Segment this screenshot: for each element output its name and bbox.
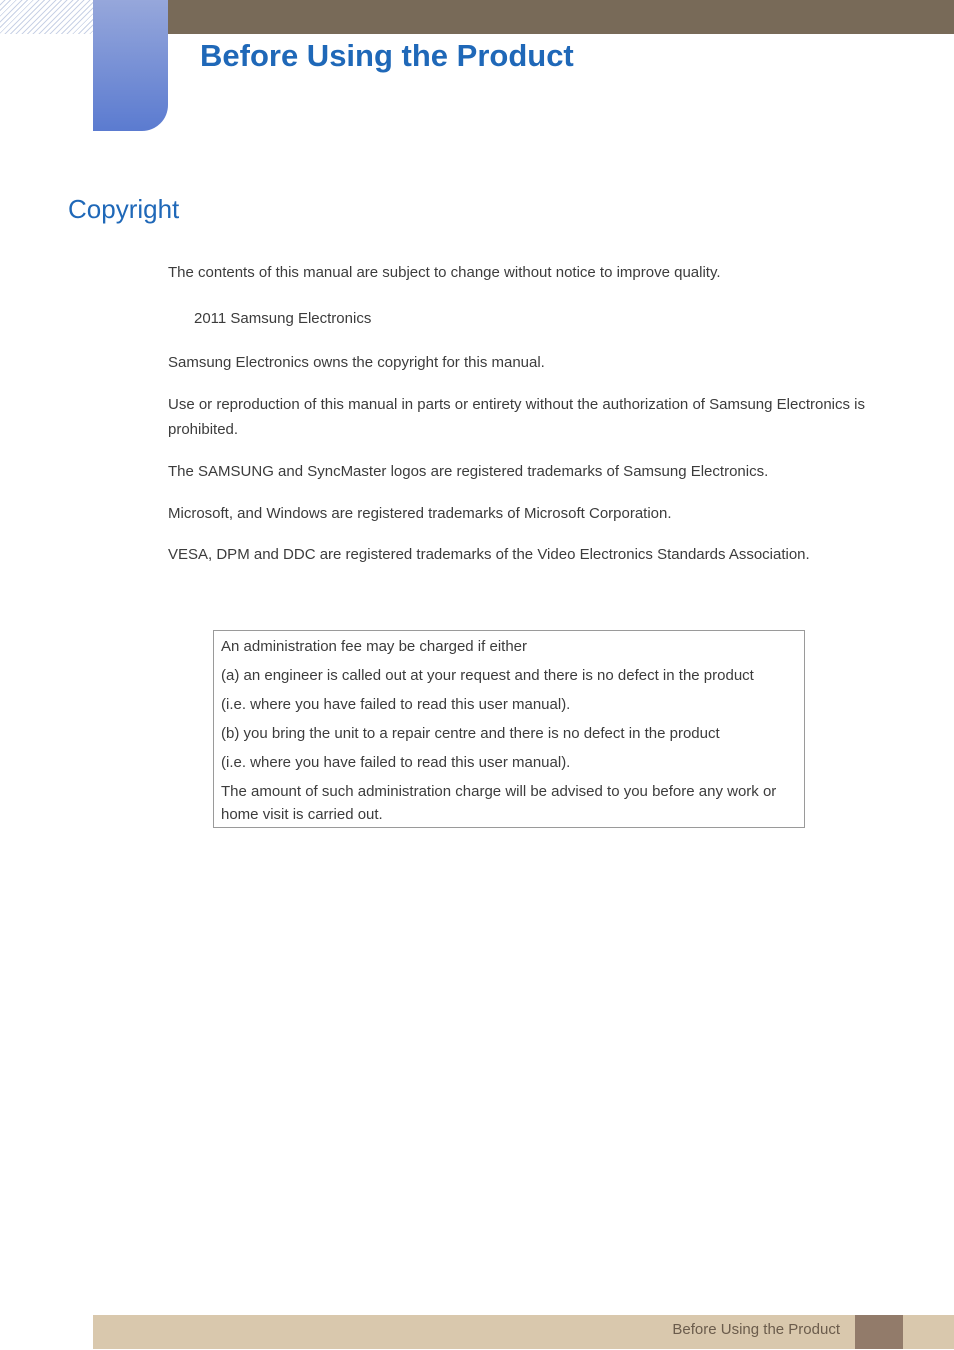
notice-line: (i.e. where you have failed to read this user manual). xyxy=(221,754,571,771)
paragraph-microsoft-trademarks: Microsoft, and Windows are registered trademarks of Microsoft Corporation. xyxy=(168,505,672,522)
chapter-title: Before Using the Product xyxy=(200,38,574,73)
notice-line: (a) an engineer is called out at your request and there is no defect in the product xyxy=(221,667,754,684)
paragraph-vesa-trademarks: VESA, DPM and DDC are registered trademarks of the Video Electronics Standards Association. xyxy=(168,546,810,563)
notice-line: (i.e. where you have failed to read this user manual). xyxy=(221,696,571,713)
notice-line: The amount of such administration charge will be advised to you before any work or home visit is carried out. xyxy=(221,783,777,823)
footer-page-block xyxy=(855,1315,903,1349)
copyright-line xyxy=(168,308,371,330)
copyright-text: 2011 Samsung Electronics xyxy=(194,310,372,327)
notice-line: (b) you bring the unit to a repair centre and there is no defect in the product xyxy=(221,725,720,742)
paragraph-samsung-trademarks: The SAMSUNG and SyncMaster logos are registered trademarks of Samsung Electronics. xyxy=(168,463,769,480)
paragraph-copyright-owner: Samsung Electronics owns the copyright for this manual. xyxy=(168,354,545,371)
chapter-tab xyxy=(93,0,168,131)
administration-fee-notice-box xyxy=(213,630,805,828)
corner-hatch-decoration xyxy=(0,0,93,34)
paragraph-change-notice: The contents of this manual are subject to change without notice to improve quality. xyxy=(168,264,721,281)
paragraph-reproduction: Use or reproduction of this manual in parts or entirety without the authorization of Samsung Electronics is prohibited. xyxy=(168,396,866,438)
footer-chapter-label: Before Using the Product xyxy=(672,1321,840,1338)
section-title: Copyright xyxy=(68,194,180,224)
header-bar xyxy=(168,0,954,34)
notice-line: An administration fee may be charged if either xyxy=(221,638,527,655)
